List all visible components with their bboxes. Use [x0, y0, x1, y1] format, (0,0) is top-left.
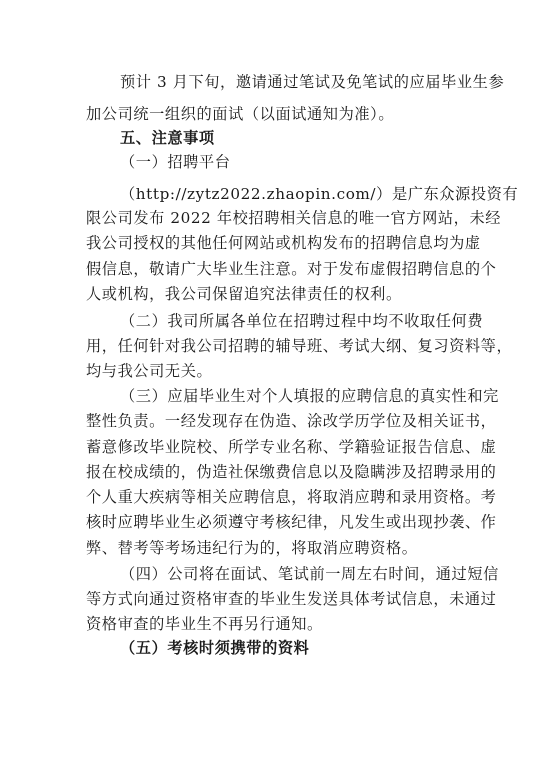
- subsection-heading: （一）招聘平台: [120, 153, 231, 171]
- section-heading: 五、注意事项: [120, 129, 215, 147]
- paragraph-line: 我公司授权的其他任何网站或机构发布的招聘信息均为虚: [86, 234, 481, 252]
- paragraph-line: （http://zytz2022.zhaopin.com/）是广东众源投资有: [120, 185, 519, 203]
- paragraph-line: 加公司统一组织的面试（以面试通知为准）。: [86, 105, 395, 123]
- paragraph-line: 用，任何针对我公司招聘的辅导班、考试大纲、复习资料等，: [86, 337, 513, 355]
- paragraph-line: 假信息，敬请广大毕业生注意。对于发布虚假招聘信息的个: [86, 260, 497, 278]
- paragraph-line: 限公司发布 2022 年校招聘相关信息的唯一官方网站，未经: [86, 209, 502, 227]
- paragraph-line: 整性负责。一经发现存在伪造、涂改学历学位及相关证书，: [86, 412, 497, 430]
- paragraph-line: （二）我司所属各单位在招聘过程中均不收取任何费: [120, 312, 484, 330]
- paragraph-line: 预计 3 月下旬，邀请通过笔试及免笔试的应届毕业生参: [120, 73, 505, 91]
- paragraph-line: 报在校成绩的，伪造社保缴费信息以及隐瞒涉及招聘录用的: [86, 463, 497, 481]
- paragraph-line: 蓄意修改毕业院校、所学专业名称、学籍验证报告信息、虚: [86, 438, 497, 456]
- paragraph-line: （四）公司将在面试、笔试前一周左右时间，通过短信: [120, 565, 499, 583]
- paragraph-line: 均与我公司无关。: [86, 362, 213, 380]
- subsection-heading: （五）考核时须携带的资料: [120, 639, 310, 657]
- paragraph-line: 人或机构，我公司保留追究法律责任的权利。: [86, 285, 402, 303]
- paragraph-line: 个人重大疾病等相关应聘信息，将取消应聘和录用资格。考: [86, 488, 497, 506]
- paragraph-line: （三）应届毕业生对个人填报的应聘信息的真实性和完: [120, 387, 499, 405]
- paragraph-line: 核时应聘毕业生必须遵守考核纪律，凡发生或出现抄袭、作: [86, 513, 497, 531]
- paragraph-line: 弊、替考等考场违纪行为的，将取消应聘资格。: [86, 539, 418, 557]
- paragraph-line: 资格审查的毕业生不再另行通知。: [86, 615, 323, 633]
- paragraph-line: 等方式向通过资格审查的毕业生发送具体考试信息，未通过: [86, 590, 497, 608]
